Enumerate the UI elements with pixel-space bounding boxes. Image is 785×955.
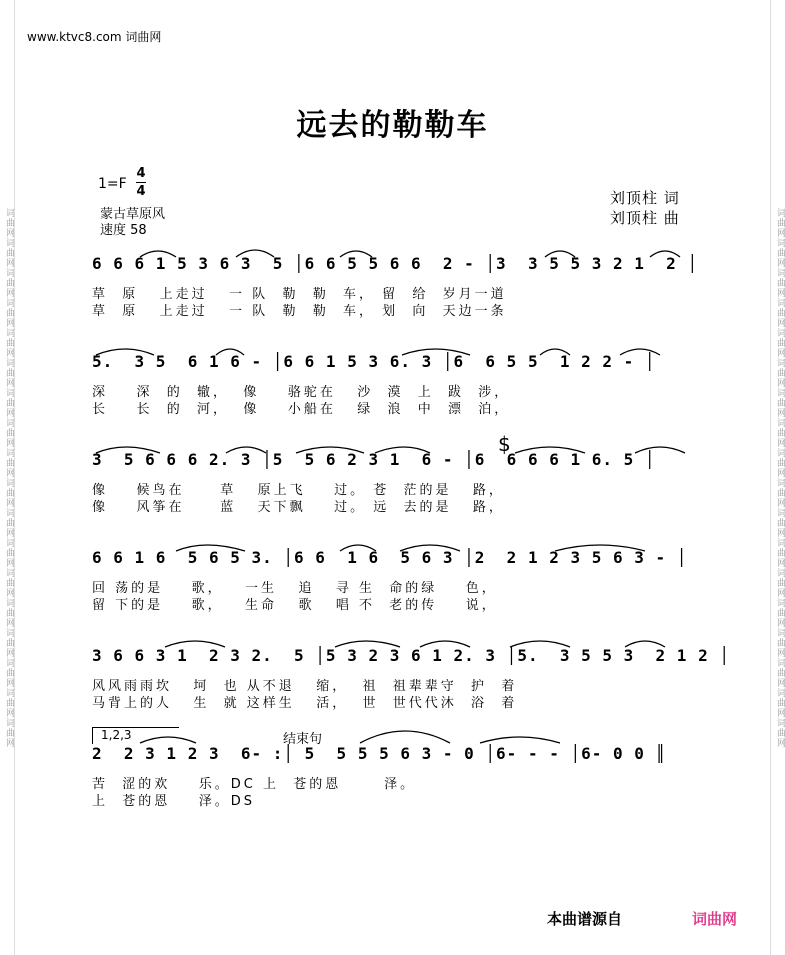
time-signature [136,166,146,199]
song-title: 远去的勒勒车 [296,108,489,143]
left-watermark-strip: 词曲网词曲网词曲网词曲网词曲网词曲网词曲网词曲网词曲网词曲网词曲网词曲网词曲网词曲网词曲网词曲网词曲网词曲网 [0,0,15,955]
key-signature: 1=F [98,176,127,192]
lyric-verse-1: 草 原 上走过 一 队 勒 勒 车， 留 给 岁月一道 [92,287,507,302]
lyric-verse-2: 留 下的是 歌， 生命 歌 唱 不 老的传 说， [92,598,498,613]
lyricist-credit: 刘顶柱 词 [610,189,680,207]
notation-line: 3 6 6 3 1 2 3 2. 5 │5 3 2 3 6 1 2. 3 │5. 3 5 5 3 2 1 2 │ [92,646,730,665]
notation-line: 6 6 6 1 5 3 6 3 5 │6 6 5 5 6 6 2 - │3 3 5 5 3 2 1 2 │ [92,254,699,273]
ending-label: 结束句 [283,732,323,747]
volta-bracket: 1,2,3 [92,727,179,744]
slur [360,731,450,743]
site-url[interactable]: www.ktvc8.com 词曲网 [27,30,162,44]
notation-line: 6 6 1 6 5 6 5 3. │6 6 1 6 5 6 3 │2 2 1 2 3 5 6 3 - │ [92,548,688,567]
lyric-verse-2: 像 风筝在 蓝 天下飘 过。 远 去的是 路， [92,500,505,515]
time-divider [136,182,146,183]
brand-link[interactable]: 词曲网 [692,910,738,928]
lyric-verse-1: 像 候鸟在 草 原上飞 过。 苍 茫的是 路， [92,483,505,498]
lyric-verse-2: 长 长 的 河， 像 小船在 绿 浪 中 漂 泊， [92,402,511,417]
lyric-verse-1: 苦 涩的欢 乐。DC 上 苍的恩 泽。 [92,777,417,792]
tempo-label: 速度 58 [100,223,147,238]
composer-credit: 刘顶柱 曲 [610,209,680,227]
lyric-verse-2: 马背上的人 生 就 这样生 活， 世 世代代沐 浴 着 [92,696,518,711]
lyric-verse-1: 风风雨雨坎 坷 也 从不退 缩， 祖 祖辈辈守 护 着 [92,679,518,694]
lyric-verse-1: 深 深 的 辙， 像 骆驼在 沙 漠 上 跋 涉， [92,385,511,400]
source-label: 本曲谱源自 [547,910,623,928]
notation-line: 5. 3 5 6 1 6 - │6 6 1 5 3 6. 3 │6 6 5 5 1 2 2 - │ [92,352,656,371]
lyric-verse-2: 上 苍的恩 泽。DS [92,794,256,809]
lyric-verse-1: 回 荡的是 歌， 一生 追 寻 生 命的绿 色， [92,581,498,596]
style-label: 蒙古草原风 [100,207,166,222]
right-watermark-strip: 词曲网词曲网词曲网词曲网词曲网词曲网词曲网词曲网词曲网词曲网词曲网词曲网词曲网词曲网词曲网词曲网词曲网词曲网 [770,0,785,955]
time-bottom: 4 [136,184,146,199]
notation-line: 3 5 6 6 6 2. 3 │5 5 6 2 3 1 6 - │6 6 6 6 1 6. 5 │ [92,450,656,469]
segno-icon: $ [498,432,511,456]
slur [480,737,560,743]
notation-line: 2 2 3 1 2 3 6- :│ 5 5 5 5 6 3 - 0 │6- - - │6- 0 0 ║ [92,744,667,763]
time-top: 4 [136,166,146,181]
lyric-verse-2: 草 原 上走过 一 队 勒 勒 车， 划 向 天边一条 [92,304,507,319]
